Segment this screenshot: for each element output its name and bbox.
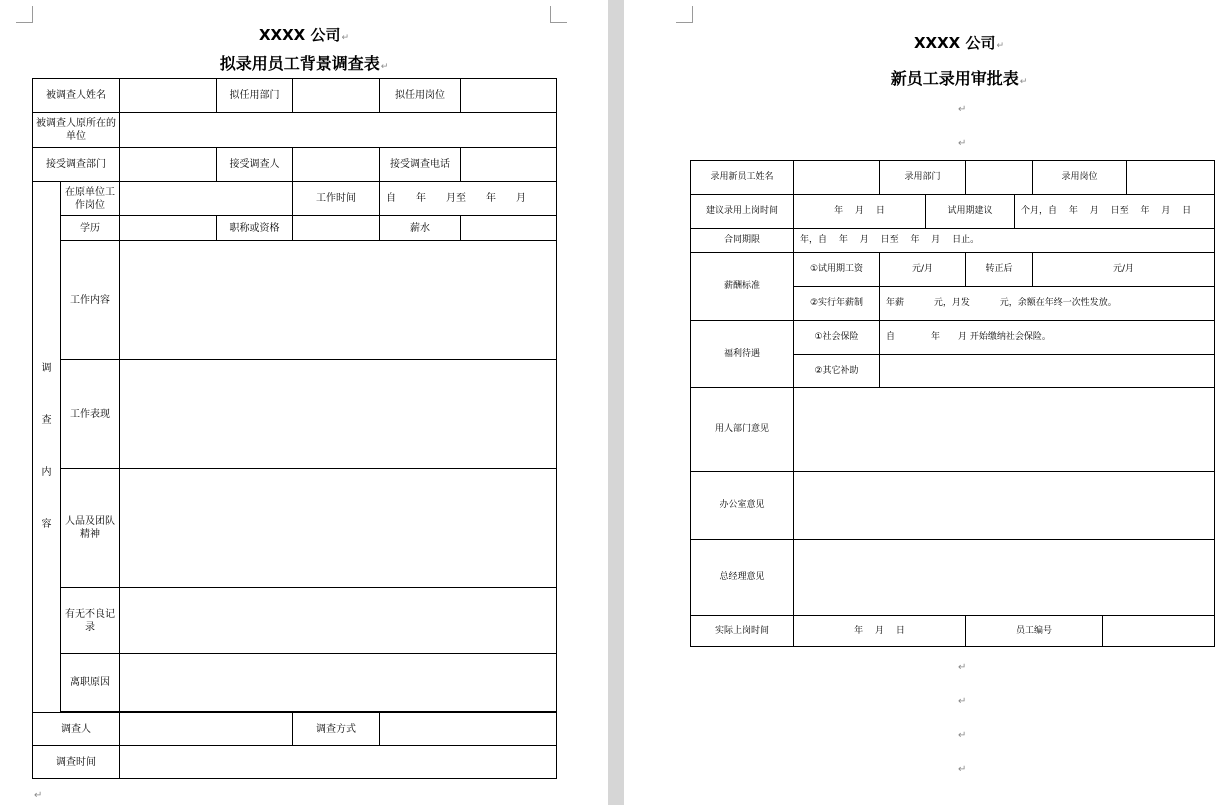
label-job-content: 工作内容 [61,241,120,360]
input-leave-reason[interactable] [120,654,557,712]
label-section-content: 调 查 内 容 [33,182,61,713]
label-actual-date: 实际上岗时间 [691,616,794,647]
input-method[interactable] [380,713,557,746]
label-proposed-dept: 拟任用部门 [217,79,293,113]
label-investigated-name: 被调查人姓名 [33,79,120,113]
input-salary[interactable] [461,216,557,241]
input-receiving-dept[interactable] [120,148,217,182]
input-former-employer[interactable] [120,113,557,148]
input-probation-period[interactable]: 个月，自 年 月 日至 年 月 日 [1015,195,1215,229]
crop-mark [550,6,567,23]
document-page-left [0,0,608,805]
label-position: 录用岗位 [1033,161,1127,195]
input-bad-record[interactable] [120,588,557,654]
label-character: 人品及团队精神 [61,469,120,588]
document-page-right [624,0,1228,805]
label-office-opinion: 办公室意见 [691,472,794,540]
label-probation-suggest: 试用期建议 [926,195,1015,229]
label-salary: 薪水 [380,216,461,241]
input-former-position[interactable] [120,182,293,216]
label-investigator: 调查人 [33,713,120,746]
paragraph-mark: ↵ [34,790,43,801]
page-gap [608,0,624,805]
input-dept-opinion[interactable] [794,388,1215,472]
label-title-qualification: 职称或资格 [217,216,293,241]
label-performance: 工作表现 [61,360,120,469]
paragraph-mark: ↵ [958,138,967,149]
input-actual-date[interactable]: 年 月 日 [794,616,966,647]
company-title-right: XXXX 公司↵ [913,34,1005,52]
label-suggested-date: 建议录用上岗时间 [691,195,794,229]
form-title: 拟录用员工背景调查表↵ [219,54,389,73]
label-other-subsidy: ②其它补助 [794,355,880,388]
label-date: 调查时间 [33,746,120,779]
approval-table [690,160,1215,647]
input-employee-no[interactable] [1103,616,1215,647]
input-gm-opinion[interactable] [794,540,1215,616]
input-suggested-date[interactable]: 年 月 日 [794,195,926,229]
input-office-opinion[interactable] [794,472,1215,540]
label-receiving-dept: 接受调查部门 [33,148,120,182]
input-proposed-position[interactable] [461,79,557,113]
label-work-period: 工作时间 [293,182,380,216]
paragraph-mark: ↵ [958,764,967,775]
label-social-insurance: ①社会保险 [794,321,880,355]
input-proposed-dept[interactable] [293,79,380,113]
label-dept-opinion: 用人部门意见 [691,388,794,472]
paragraph-mark: ↵ [958,662,967,673]
label-respondent: 接受调查人 [217,148,293,182]
crop-mark [16,6,33,23]
input-title-qualification[interactable] [293,216,380,241]
input-after-confirm-pay[interactable]: 元/月 [1033,253,1215,287]
crop-mark [676,6,693,23]
paragraph-mark: ↵ [958,104,967,115]
label-welfare: 福利待遇 [691,321,794,388]
input-respondent[interactable] [293,148,380,182]
input-job-content[interactable] [120,241,557,360]
input-probation-pay[interactable]: 元/月 [880,253,966,287]
label-dept: 录用部门 [880,161,966,195]
input-social-insurance[interactable]: 自 年 月 开始缴纳社会保险。 [880,321,1215,355]
input-other-subsidy[interactable] [880,355,1215,388]
input-performance[interactable] [120,360,557,469]
company-title: XXXX 公司↵ [258,26,350,44]
input-character[interactable] [120,469,557,588]
input-annual-pay[interactable]: 年薪 元，月发 元，余额在年终一次性发放。 [880,287,1215,321]
label-contract: 合同期限 [691,229,794,253]
label-after-confirm: 转正后 [966,253,1033,287]
label-annual-pay: ②实行年薪制 [794,287,880,321]
input-respondent-phone[interactable] [461,148,557,182]
label-bad-record: 有无不良记录 [61,588,120,654]
label-proposed-position: 拟任用岗位 [380,79,461,113]
label-education: 学历 [61,216,120,241]
label-leave-reason: 离职原因 [61,654,120,712]
input-position[interactable] [1127,161,1215,195]
paragraph-mark: ↵ [958,730,967,741]
input-work-period[interactable]: 自 年 月至 年 月 [380,182,557,216]
label-gm-opinion: 总经理意见 [691,540,794,616]
label-employee-no: 员工编号 [966,616,1103,647]
input-contract[interactable]: 年，自 年 月 日至 年 月 日止。 [794,229,1215,253]
input-investigator[interactable] [120,713,293,746]
label-former-employer: 被调查人原所在的单位 [33,113,120,148]
paragraph-mark: ↵ [958,696,967,707]
label-respondent-phone: 接受调查电话 [380,148,461,182]
input-dept[interactable] [966,161,1033,195]
input-date[interactable] [120,746,557,779]
input-investigated-name[interactable] [120,79,217,113]
label-new-name: 录用新员工姓名 [691,161,794,195]
label-former-position: 在原单位工作岗位 [61,182,120,216]
input-new-name[interactable] [794,161,880,195]
background-check-table [32,78,557,779]
label-pay: 薪酬标准 [691,253,794,321]
label-probation-pay: ①试用期工资 [794,253,880,287]
input-education[interactable] [120,216,217,241]
label-method: 调查方式 [293,713,380,746]
form-title-right: 新员工录用审批表↵ [890,69,1028,88]
